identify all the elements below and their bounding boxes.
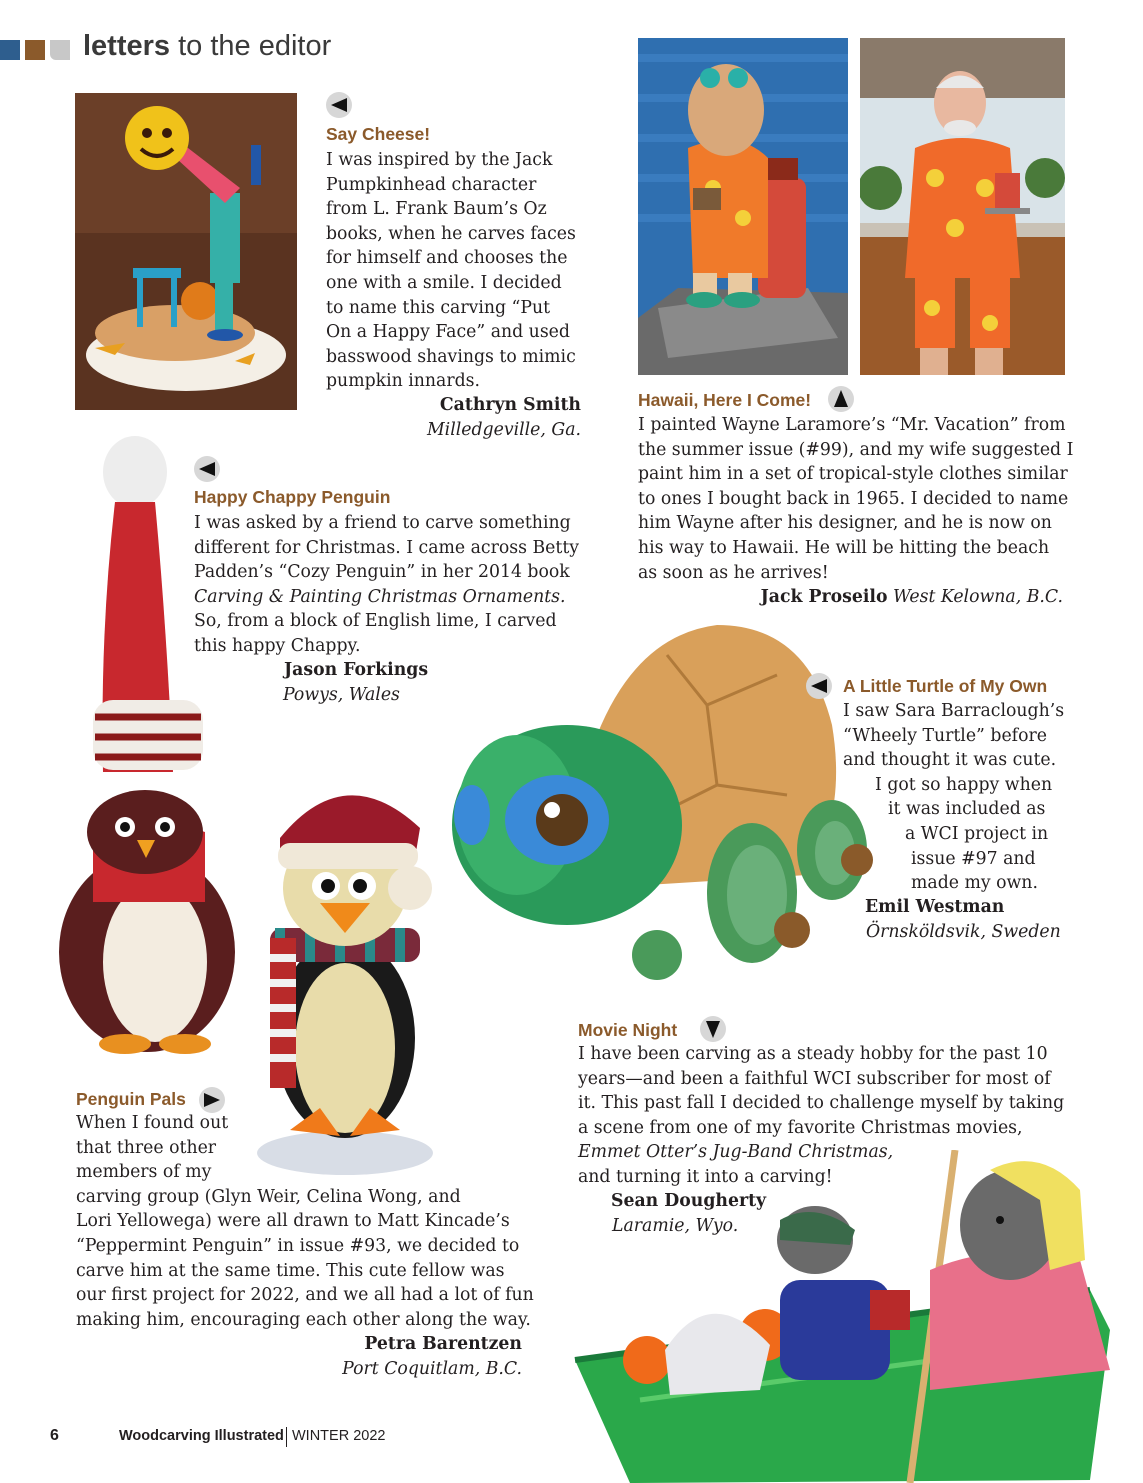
hawaii-body (638, 413, 1073, 585)
text-line: and turning it into a carving! (578, 1166, 833, 1187)
mr-vacation-carving-photo (638, 38, 848, 375)
text-line: Padden’s “Cozy Penguin” in her 2014 book (194, 562, 570, 583)
turtle-body (700, 699, 1065, 896)
text-line: Pumpkinhead character (326, 174, 537, 195)
arrow-right-icon (199, 1087, 225, 1113)
text-line: for himself and chooses the (326, 248, 568, 269)
text-line: I got so happy when (875, 774, 1053, 795)
happy-chappy-heading: Happy Chappy Penguin (194, 487, 391, 507)
text-line: from L. Frank Baum’s Oz (326, 199, 547, 220)
pumpkinhead-carving-photo (75, 93, 297, 410)
text-line: Carving & Painting Christmas Ornaments. (194, 586, 566, 607)
say-cheese-location: Milledgeville, Ga. (426, 420, 581, 440)
arrow-up-icon (828, 386, 854, 412)
arrow-left-icon (194, 456, 220, 482)
text-line: a WCI project in (905, 823, 1049, 844)
text-line: issue #97 and (911, 848, 1036, 869)
header-square-gray (50, 40, 70, 60)
text-line: the summer issue (#99), and my wife suggested I (638, 439, 1074, 460)
carver-in-hawaiian-outfit-photo (860, 38, 1065, 375)
say-cheese-author: Cathryn Smith (439, 395, 581, 415)
text-line: years—and been a faithful WCI subscriber for most of (578, 1068, 1051, 1089)
text-line: to name this carving “Put (326, 297, 551, 318)
hawaii-location: West Kelowna, B.C. (893, 587, 1063, 607)
movie-night-location: Laramie, Wyo. (612, 1216, 739, 1236)
text-line: On a Happy Face” and used (326, 322, 570, 343)
magazine-name: Woodcarving Illustrated (119, 1428, 284, 1444)
text-line: this happy Chappy. (194, 635, 361, 656)
text-line: pumpkin innards. (326, 371, 481, 392)
text-line: and thought it was cute. (843, 750, 1057, 771)
text-line: I saw Sara Barraclough’s (843, 701, 1065, 721)
footer-divider (286, 1427, 287, 1447)
text-line: basswood shavings to mimic (326, 346, 576, 367)
text-line: a scene from one of my favorite Christmas movies, (578, 1117, 1023, 1138)
happy-chappy-location: Powys, Wales (283, 685, 400, 705)
text-line: his way to Hawaii. He will be hitting the beach (638, 537, 1050, 558)
turtle-heading: A Little Turtle of My Own (843, 676, 1048, 696)
text-line: books, when he carves faces (326, 223, 576, 244)
text-line: making him, encouraging each other along the way. (76, 1309, 531, 1330)
text-line: members of my (76, 1162, 212, 1183)
movie-night-heading: Movie Night (578, 1020, 678, 1040)
happy-chappy-body (194, 511, 579, 659)
turtle-location: Örnsköldsvik, Sweden (866, 922, 1061, 942)
penguin-pals-body (76, 1111, 534, 1332)
penguin-pals-location: Port Coquitlam, B.C. (342, 1359, 522, 1379)
text-line: So, from a block of English lime, I carved (194, 611, 557, 632)
text-line: I painted Wayne Laramore’s “Mr. Vacation” from (638, 415, 1066, 435)
section-title: letters to the editor (83, 30, 332, 62)
say-cheese-heading: Say Cheese! (326, 124, 431, 144)
arrow-left-icon (806, 673, 832, 699)
text-line: I have been carving as a steady hobby for the past 10 (578, 1044, 1048, 1064)
text-line: I was inspired by the Jack (326, 150, 553, 170)
text-line: it was included as (888, 799, 1046, 820)
page-number: 6 (50, 1427, 59, 1444)
penguin-pals-author: Petra Barentzen (364, 1334, 522, 1354)
hawaii-signature (761, 587, 1063, 607)
penguin-pals-heading: Penguin Pals (76, 1089, 186, 1109)
hawaii-heading: Hawaii, Here I Come! (638, 390, 812, 410)
text-line: carving group (Glyn Weir, Celina Wong, and (76, 1186, 461, 1207)
text-line: that three other (76, 1137, 217, 1158)
text-line: different for Christmas. I came across Betty (194, 537, 580, 558)
text-line: it. This past fall I decided to challenge myself by taking (578, 1093, 1065, 1114)
text-line: him Wayne after his designer, and he is now on (638, 513, 1052, 534)
text-line: When I found out (76, 1113, 229, 1133)
arrow-left-icon (326, 92, 352, 118)
text-line: paint him in a set of tropical-style clothes similar (638, 464, 1068, 485)
movie-night-author: Sean Dougherty (611, 1191, 767, 1211)
say-cheese-body (326, 148, 576, 394)
arrow-down-icon (700, 1016, 726, 1042)
turtle-author: Emil Westman (865, 897, 1005, 917)
text-line: “Peppermint Penguin” in issue #93, we decided to (76, 1235, 520, 1256)
text-line: our first project for 2022, and we all had a lot of fun (76, 1285, 534, 1306)
text-line: carve him at the same time. This cute fellow was (76, 1260, 505, 1281)
text-line: one with a smile. I decided (326, 272, 562, 293)
header-square-blue (0, 40, 20, 60)
text-line: I was asked by a friend to carve something (194, 513, 571, 533)
issue-label: WINTER 2022 (292, 1428, 386, 1444)
text-line: Emmet Otter’s Jug-Band Christmas, (578, 1142, 894, 1163)
text-line: “Wheely Turtle” before (843, 725, 1047, 746)
hawaii-author: Jack Proseilo (760, 587, 888, 607)
happy-chappy-author: Jason Forkings (284, 660, 429, 680)
text-line: to ones I bought back in 1965. I decided to name (638, 488, 1069, 509)
text-line: as soon as he arrives! (638, 562, 829, 583)
movie-night-body (578, 1042, 1064, 1190)
text-line: Lori Yellowega) were all drawn to Matt Kincade’s (76, 1211, 510, 1232)
text-line: made my own. (911, 873, 1038, 894)
header-square-brown (25, 40, 45, 60)
